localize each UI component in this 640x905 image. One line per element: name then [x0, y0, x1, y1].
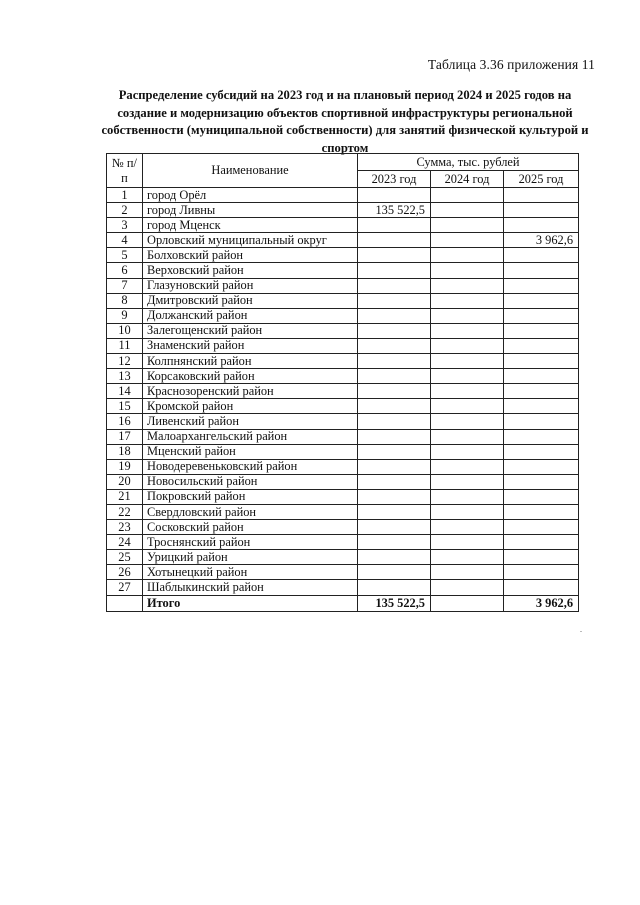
- table-row: [107, 278, 579, 293]
- table-row: [107, 323, 579, 338]
- row-2025: [504, 248, 579, 263]
- row-2024: [431, 354, 504, 369]
- row-name: город Ливны: [143, 203, 358, 218]
- row-2025: [504, 338, 579, 353]
- row-2023: [358, 263, 431, 278]
- row-name: Верховский район: [143, 263, 358, 278]
- row-2024: [431, 218, 504, 233]
- table-row: [107, 248, 579, 263]
- row-name: Троснянский район: [143, 535, 358, 550]
- row-num: 16: [107, 414, 143, 429]
- row-2024: [431, 203, 504, 218]
- appendix-note: Таблица 3.36 приложения 11: [427, 57, 595, 72]
- row-2024: [431, 550, 504, 565]
- row-2024: [431, 489, 504, 504]
- row-num: 21: [107, 489, 143, 504]
- row-2024: [431, 520, 504, 535]
- row-num: 19: [107, 459, 143, 474]
- row-name: Глазуновский район: [143, 278, 358, 293]
- row-num: 9: [107, 308, 143, 323]
- row-2025: [504, 384, 579, 399]
- row-num: 2: [107, 203, 143, 218]
- row-num: 18: [107, 444, 143, 459]
- table-row: [107, 203, 579, 218]
- document-title: [100, 87, 590, 157]
- row-2023: [358, 550, 431, 565]
- row-2024: [431, 444, 504, 459]
- row-2023: [358, 248, 431, 263]
- total-label: Итого: [143, 595, 358, 611]
- row-2023: [358, 399, 431, 414]
- subsidy-table: [106, 153, 579, 612]
- row-2023: [358, 489, 431, 504]
- table-row: [107, 233, 579, 248]
- table-row: [107, 489, 579, 504]
- row-2024: [431, 263, 504, 278]
- table-row: [107, 414, 579, 429]
- total-num-cell: [107, 595, 143, 611]
- table-row: [107, 188, 579, 203]
- row-num: 7: [107, 278, 143, 293]
- table-row: [107, 218, 579, 233]
- row-num: 27: [107, 580, 143, 595]
- row-num: 24: [107, 535, 143, 550]
- row-name: город Мценск: [143, 218, 358, 233]
- row-2023: [358, 384, 431, 399]
- row-2023: 135 522,5: [358, 203, 431, 218]
- title-line: собственности (муниципальной собственности) для занятий физической культурой и: [101, 123, 589, 137]
- row-2023: [358, 535, 431, 550]
- row-2023: [358, 323, 431, 338]
- row-2023: [358, 233, 431, 248]
- row-2023: [358, 188, 431, 203]
- row-2024: [431, 580, 504, 595]
- row-name: Новосильский район: [143, 474, 358, 489]
- row-2025: [504, 520, 579, 535]
- row-name: город Орёл: [143, 188, 358, 203]
- row-2025: [504, 293, 579, 308]
- row-2024: [431, 399, 504, 414]
- row-num: 20: [107, 474, 143, 489]
- row-2023: [358, 293, 431, 308]
- row-2024: [431, 535, 504, 550]
- row-num: 3: [107, 218, 143, 233]
- row-2024: [431, 248, 504, 263]
- row-name: Покровский район: [143, 489, 358, 504]
- row-2025: [504, 459, 579, 474]
- row-num: 14: [107, 384, 143, 399]
- row-name: Должанский район: [143, 308, 358, 323]
- row-2025: [504, 188, 579, 203]
- table-row: [107, 520, 579, 535]
- row-name: Краснозоренский район: [143, 384, 358, 399]
- total-2024: [431, 595, 504, 611]
- table-row: [107, 338, 579, 353]
- row-num: 15: [107, 399, 143, 414]
- row-num: 22: [107, 504, 143, 519]
- table-row: [107, 369, 579, 384]
- row-2023: [358, 414, 431, 429]
- row-name: Ливенский район: [143, 414, 358, 429]
- row-2024: [431, 369, 504, 384]
- table-row: [107, 308, 579, 323]
- title-line: спортом: [321, 140, 369, 155]
- row-2024: [431, 429, 504, 444]
- row-2025: [504, 203, 579, 218]
- table-row: [107, 504, 579, 519]
- table-row: [107, 399, 579, 414]
- table-row: [107, 444, 579, 459]
- row-num: 5: [107, 248, 143, 263]
- row-num: 13: [107, 369, 143, 384]
- row-2024: [431, 188, 504, 203]
- row-num: 23: [107, 520, 143, 535]
- row-name: Знаменский район: [143, 338, 358, 353]
- row-2023: [358, 308, 431, 323]
- table-row: [107, 429, 579, 444]
- row-2024: [431, 323, 504, 338]
- total-row: [107, 595, 579, 611]
- row-num: 25: [107, 550, 143, 565]
- table-body: [107, 188, 579, 596]
- title-line: Распределение субсидий на 2023 год и на плановый период 2024 и 2025 годов на: [118, 88, 572, 102]
- row-2025: [504, 580, 579, 595]
- row-2023: [358, 459, 431, 474]
- row-2025: [504, 263, 579, 278]
- row-name: Урицкий район: [143, 550, 358, 565]
- table-row: [107, 459, 579, 474]
- table-row: [107, 354, 579, 369]
- row-2025: [504, 444, 579, 459]
- row-2024: [431, 504, 504, 519]
- row-2023: [358, 474, 431, 489]
- row-2025: [504, 399, 579, 414]
- row-2024: [431, 474, 504, 489]
- row-2023: [358, 580, 431, 595]
- row-2025: [504, 550, 579, 565]
- row-2025: [504, 323, 579, 338]
- row-name: Малоархангельский район: [143, 429, 358, 444]
- row-2023: [358, 444, 431, 459]
- row-name: Колпнянский район: [143, 354, 358, 369]
- row-2024: [431, 293, 504, 308]
- row-num: 4: [107, 233, 143, 248]
- row-name: Новодеревеньковский район: [143, 459, 358, 474]
- table-row: [107, 550, 579, 565]
- row-2024: [431, 308, 504, 323]
- title-line: создание и модернизацию объектов спортивной инфраструктуры региональной: [117, 105, 573, 120]
- row-name: Свердловский район: [143, 504, 358, 519]
- row-name: Орловский муниципальный округ: [143, 233, 358, 248]
- row-name: Болховский район: [143, 248, 358, 263]
- row-2024: [431, 414, 504, 429]
- header-year-2025: 2025 год: [504, 171, 579, 188]
- row-2023: [358, 504, 431, 519]
- row-2024: [431, 233, 504, 248]
- row-2025: [504, 218, 579, 233]
- row-2025: [504, 535, 579, 550]
- row-name: Сосковский район: [143, 520, 358, 535]
- row-2024: [431, 565, 504, 580]
- header-year-2023: 2023 год: [358, 171, 431, 188]
- row-2023: [358, 218, 431, 233]
- row-2023: [358, 278, 431, 293]
- row-2023: [358, 354, 431, 369]
- table-row: [107, 474, 579, 489]
- total-2023: 135 522,5: [358, 595, 431, 611]
- table-row: [107, 535, 579, 550]
- header-num: № п/п: [107, 154, 143, 188]
- row-2023: [358, 565, 431, 580]
- row-name: Кромской район: [143, 399, 358, 414]
- row-2023: [358, 520, 431, 535]
- row-name: Хотынецкий район: [143, 565, 358, 580]
- row-name: Шаблыкинский район: [143, 580, 358, 595]
- total-2025: 3 962,6: [504, 595, 579, 611]
- row-2023: [358, 338, 431, 353]
- row-2025: [504, 429, 579, 444]
- row-2025: [504, 369, 579, 384]
- header-sum: Сумма, тыс. рублей: [358, 154, 579, 171]
- row-2023: [358, 429, 431, 444]
- header-name: Наименование: [143, 154, 358, 188]
- row-2025: [504, 354, 579, 369]
- table-row: [107, 580, 579, 595]
- row-2025: [504, 278, 579, 293]
- scan-mark: [580, 631, 582, 632]
- row-2024: [431, 384, 504, 399]
- row-2024: [431, 338, 504, 353]
- row-num: 8: [107, 293, 143, 308]
- row-name: Залегощенский район: [143, 323, 358, 338]
- row-2025: [504, 565, 579, 580]
- row-num: 12: [107, 354, 143, 369]
- row-2025: [504, 489, 579, 504]
- row-name: Мценский район: [143, 444, 358, 459]
- table-row: [107, 263, 579, 278]
- row-2024: [431, 459, 504, 474]
- row-num: 17: [107, 429, 143, 444]
- header-year-2024: 2024 год: [431, 171, 504, 188]
- row-2025: [504, 308, 579, 323]
- row-2025: [504, 504, 579, 519]
- row-2024: [431, 278, 504, 293]
- row-num: 10: [107, 323, 143, 338]
- table-row: [107, 565, 579, 580]
- row-num: 11: [107, 338, 143, 353]
- row-2025: [504, 474, 579, 489]
- table-row: [107, 384, 579, 399]
- row-name: Корсаковский район: [143, 369, 358, 384]
- row-2023: [358, 369, 431, 384]
- row-2025: [504, 414, 579, 429]
- row-num: 6: [107, 263, 143, 278]
- row-num: 1: [107, 188, 143, 203]
- table-row: [107, 293, 579, 308]
- row-2025: 3 962,6: [504, 233, 579, 248]
- row-name: Дмитровский район: [143, 293, 358, 308]
- row-num: 26: [107, 565, 143, 580]
